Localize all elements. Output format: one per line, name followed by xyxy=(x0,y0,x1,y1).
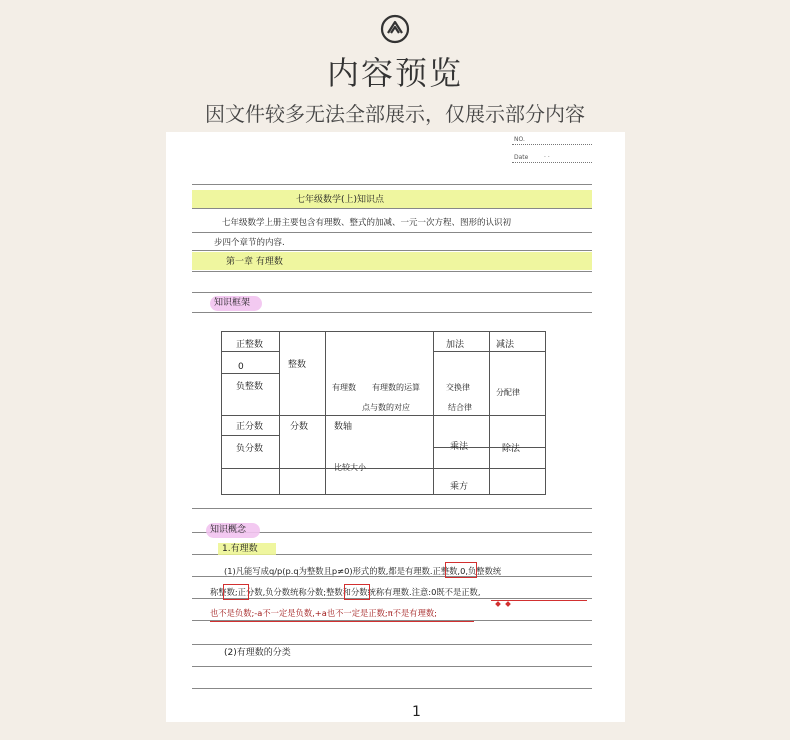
table-cell: 加法 xyxy=(446,340,465,350)
paragraph-line-3: 也不是负数;-a不一定是负数,+a也不一定是正数;π不是有理数; xyxy=(210,608,437,618)
paragraph-line-2: 称整数;正分数,负分数统称分数;整数和分数统称有理数.注意:0既不是正数, xyxy=(210,587,481,597)
table-cell: 负分数 xyxy=(236,444,264,454)
intro-line-2: 步四个章节的内容. xyxy=(214,238,285,248)
table-cell: 交换律 xyxy=(446,383,470,392)
table-cell: 数轴 xyxy=(334,422,353,432)
page-subtitle: 因文件较多无法全部展示，仅展示部分内容 xyxy=(205,102,585,126)
page-number: 1 xyxy=(412,704,421,720)
table-cell: 乘方 xyxy=(450,482,469,492)
table-cell: 正整数 xyxy=(236,340,264,350)
table-cell: 比较大小 xyxy=(334,463,366,472)
document-preview xyxy=(166,132,625,722)
paragraph-line-1: (1)凡能写成q/p(p.q为整数且p≠0)形式的数,都是有理数.正整数,0,负整数统 xyxy=(224,566,502,576)
table-cell: 负整数 xyxy=(236,382,264,392)
date-label: Date xyxy=(514,154,529,161)
section-heading: 1.有理数 xyxy=(222,544,258,554)
table-cell: 乘法 xyxy=(450,442,469,452)
doc-title: 七年级数学(上)知识点 xyxy=(296,195,385,205)
date-dots: · · xyxy=(544,154,550,161)
table-cell: 减法 xyxy=(496,340,515,350)
table-cell: 分数 xyxy=(290,422,309,432)
table-cell: 有理数的运算 xyxy=(372,383,420,392)
page-title: 内容预览 xyxy=(326,54,463,92)
table-cell: 0 xyxy=(238,362,244,372)
table-cell: 有理数 xyxy=(332,383,356,392)
framework-label: 知识框架 xyxy=(214,298,251,308)
table-cell: 整数 xyxy=(288,360,307,370)
intro-line-1: 七年级数学上册主要包含有理数、整式的加减、一元一次方程、图形的认识初 xyxy=(222,218,512,228)
table-cell: 结合律 xyxy=(448,403,472,412)
table-cell: 分配律 xyxy=(496,388,520,397)
table-cell: 正分数 xyxy=(236,422,264,432)
table-cell: 除法 xyxy=(502,444,521,454)
summary-label: 知识概念 xyxy=(210,525,247,535)
no-label: NO. xyxy=(514,136,525,143)
table-cell: 点与数的对应 xyxy=(362,403,410,412)
up-chevron-circle-icon xyxy=(380,14,410,44)
chapter-heading: 第一章 有理数 xyxy=(226,257,283,267)
paragraph-line-4: (2)有理数的分类 xyxy=(224,648,291,658)
